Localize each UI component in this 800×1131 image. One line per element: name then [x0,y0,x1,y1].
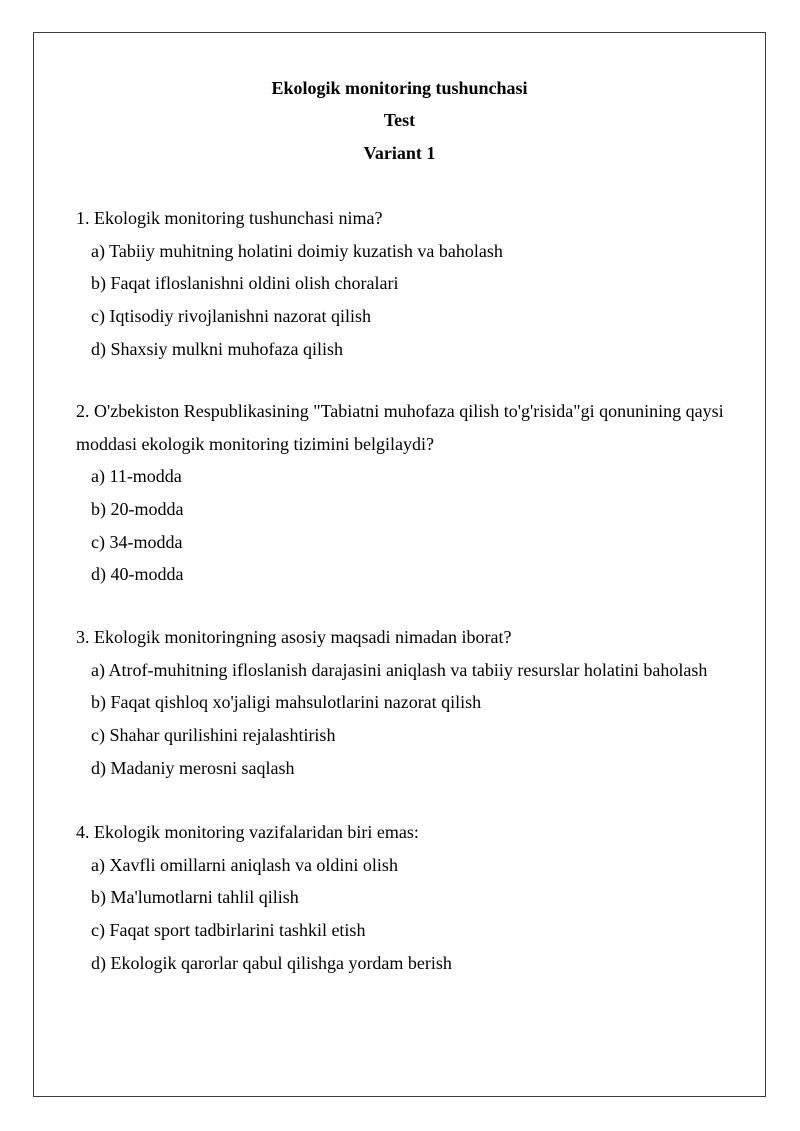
question-1-option-d: d) Shaxsiy mulkni muhofaza qilish [91,338,343,359]
question-3-option-c: c) Shahar qurilishini rejalashtirish [91,725,336,746]
question-3-option-b: b) Faqat qishloq xo'jaligi mahsulotlarini nazorat qilish [91,692,482,713]
question-4-option-b: b) Ma'lumotlarni tahlil qilish [91,887,299,908]
question-3-text: 3. Ekologik monitoringning asosiy maqsadi nimadan iborat? [76,627,512,647]
question-1 [76,202,746,366]
question-4 [76,816,746,980]
question-3-option-a: a) Atrof-muhitning ifloslanish darajasini aniqlash va tabiiy resurslar holatini baholash [91,659,708,680]
variant-label: Variant 1 [363,143,436,163]
question-1-option-c: c) Iqtisodiy rivojlanishni nazorat qilish [91,306,371,327]
question-2-option-c: c) 34-modda [91,531,183,552]
question-1-option-a: a) Tabiiy muhitning holatini doimiy kuzatish va baholash [91,240,503,261]
question-2 [76,395,746,591]
question-2-option-a: a) 11-modda [91,466,182,486]
question-4-text: 4. Ekologik monitoring vazifalaridan biri emas: [76,822,419,842]
question-2-option-d: d) 40-modda [91,564,184,585]
document-subtitle: Test [383,110,416,130]
question-3-option-d: d) Madaniy merosni saqlash [91,757,295,778]
question-2-option-b: b) 20-modda [91,498,184,519]
question-4-option-c: c) Faqat sport tadbirlarini tashkil etish [91,920,366,941]
question-3 [76,621,746,785]
document-title: Ekologik monitoring tushunchasi [271,78,528,98]
question-1-option-b: b) Faqat ifloslanishni oldini olish choralari [91,273,399,294]
question-2-text: 2. O'zbekiston Respublikasining "Tabiatni muhofaza qilish to'g'risida"gi qonunining qaysi moddasi ekologik monitoring tizimini belgilaydi? [76,401,724,454]
question-4-option-a: a) Xavfli omillarni aniqlash va oldini olish [91,854,398,875]
question-1-text: 1. Ekologik monitoring tushunchasi nima? [76,208,383,228]
question-4-option-d: d) Ekologik qarorlar qabul qilishga yordam berish [91,952,452,973]
